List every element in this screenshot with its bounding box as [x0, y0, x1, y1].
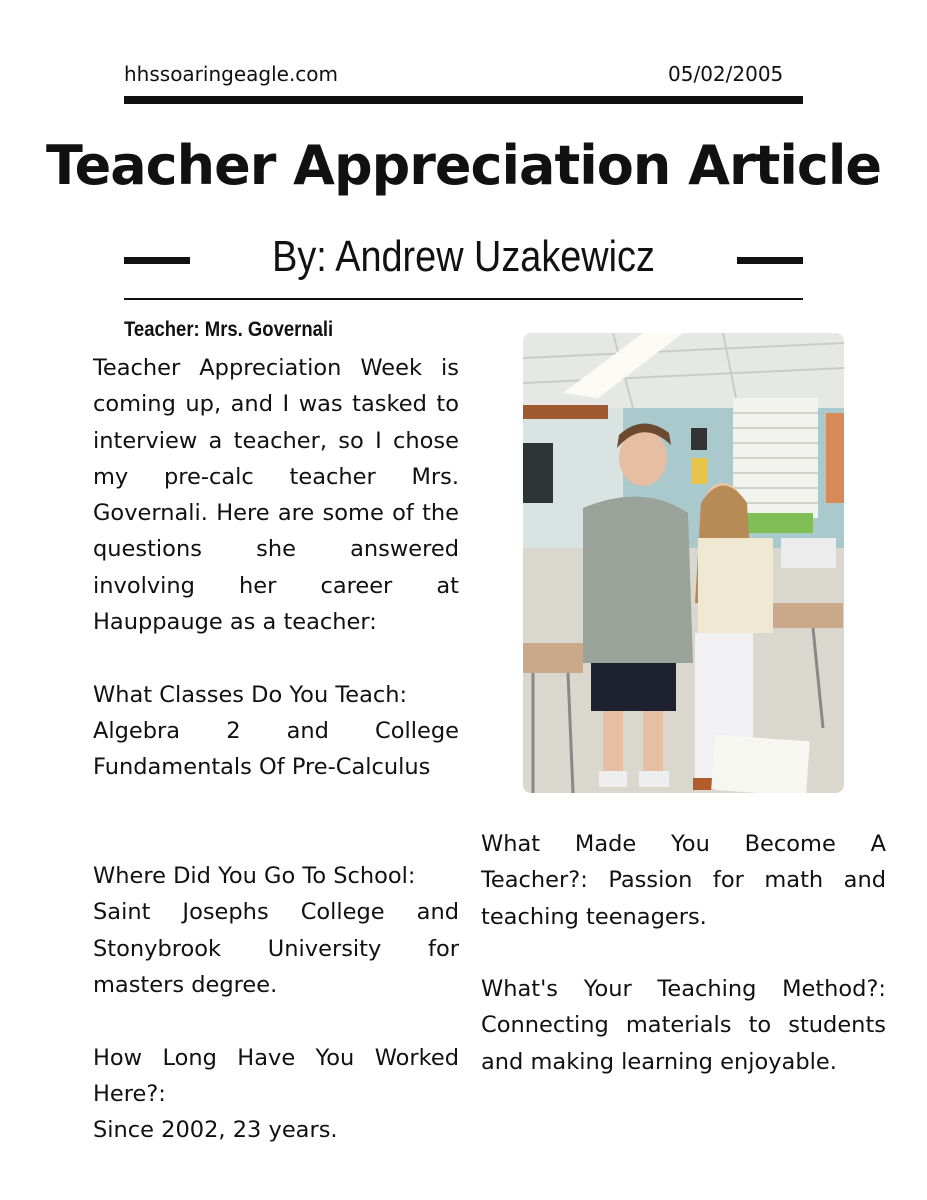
qa-question: How Long Have You Worked Here?:	[93, 1044, 459, 1107]
header-rule	[124, 96, 803, 104]
byline-dash-right	[737, 257, 803, 264]
site-url: hhssoaringeagle.com	[124, 62, 339, 86]
intro-paragraph: Teacher Appreciation Week is coming up, and I was tasked to interview a teacher, so I chose my pre-calc teacher Mrs. Governali. Here are some of the questions she answered involving her career at Hauppauge as a teacher:	[93, 355, 459, 636]
qa-answer: Algebra 2 and College Fundamentals Of Pre-Calculus	[93, 717, 459, 781]
byline: By: Andrew Uzakewicz	[272, 232, 655, 281]
teacher-label: Teacher: Mrs. Governali	[124, 318, 334, 341]
classroom-photo	[523, 333, 844, 793]
qa-item: What Made You Become A Teacher?: Passion for math and teaching teenagers.	[481, 831, 886, 930]
issue-date: 05/02/2005	[668, 62, 784, 86]
qa-question: What Classes Do You Teach:	[93, 681, 408, 708]
qa-question: Where Did You Go To School:	[93, 863, 416, 890]
left-column	[93, 350, 459, 1149]
byline-dash-left	[124, 257, 190, 264]
article-title: Teacher Appreciation Article	[45, 134, 882, 197]
qa-answer: Since 2002, 23 years.	[93, 1117, 338, 1144]
right-column	[481, 826, 886, 1080]
qa-answer: Saint Josephs College and Stonybrook University for masters degree.	[93, 899, 459, 999]
qa-item: What's Your Teaching Method?: Connecting materials to students and making learning enjoyable.	[481, 976, 886, 1075]
byline-rule	[124, 298, 803, 300]
